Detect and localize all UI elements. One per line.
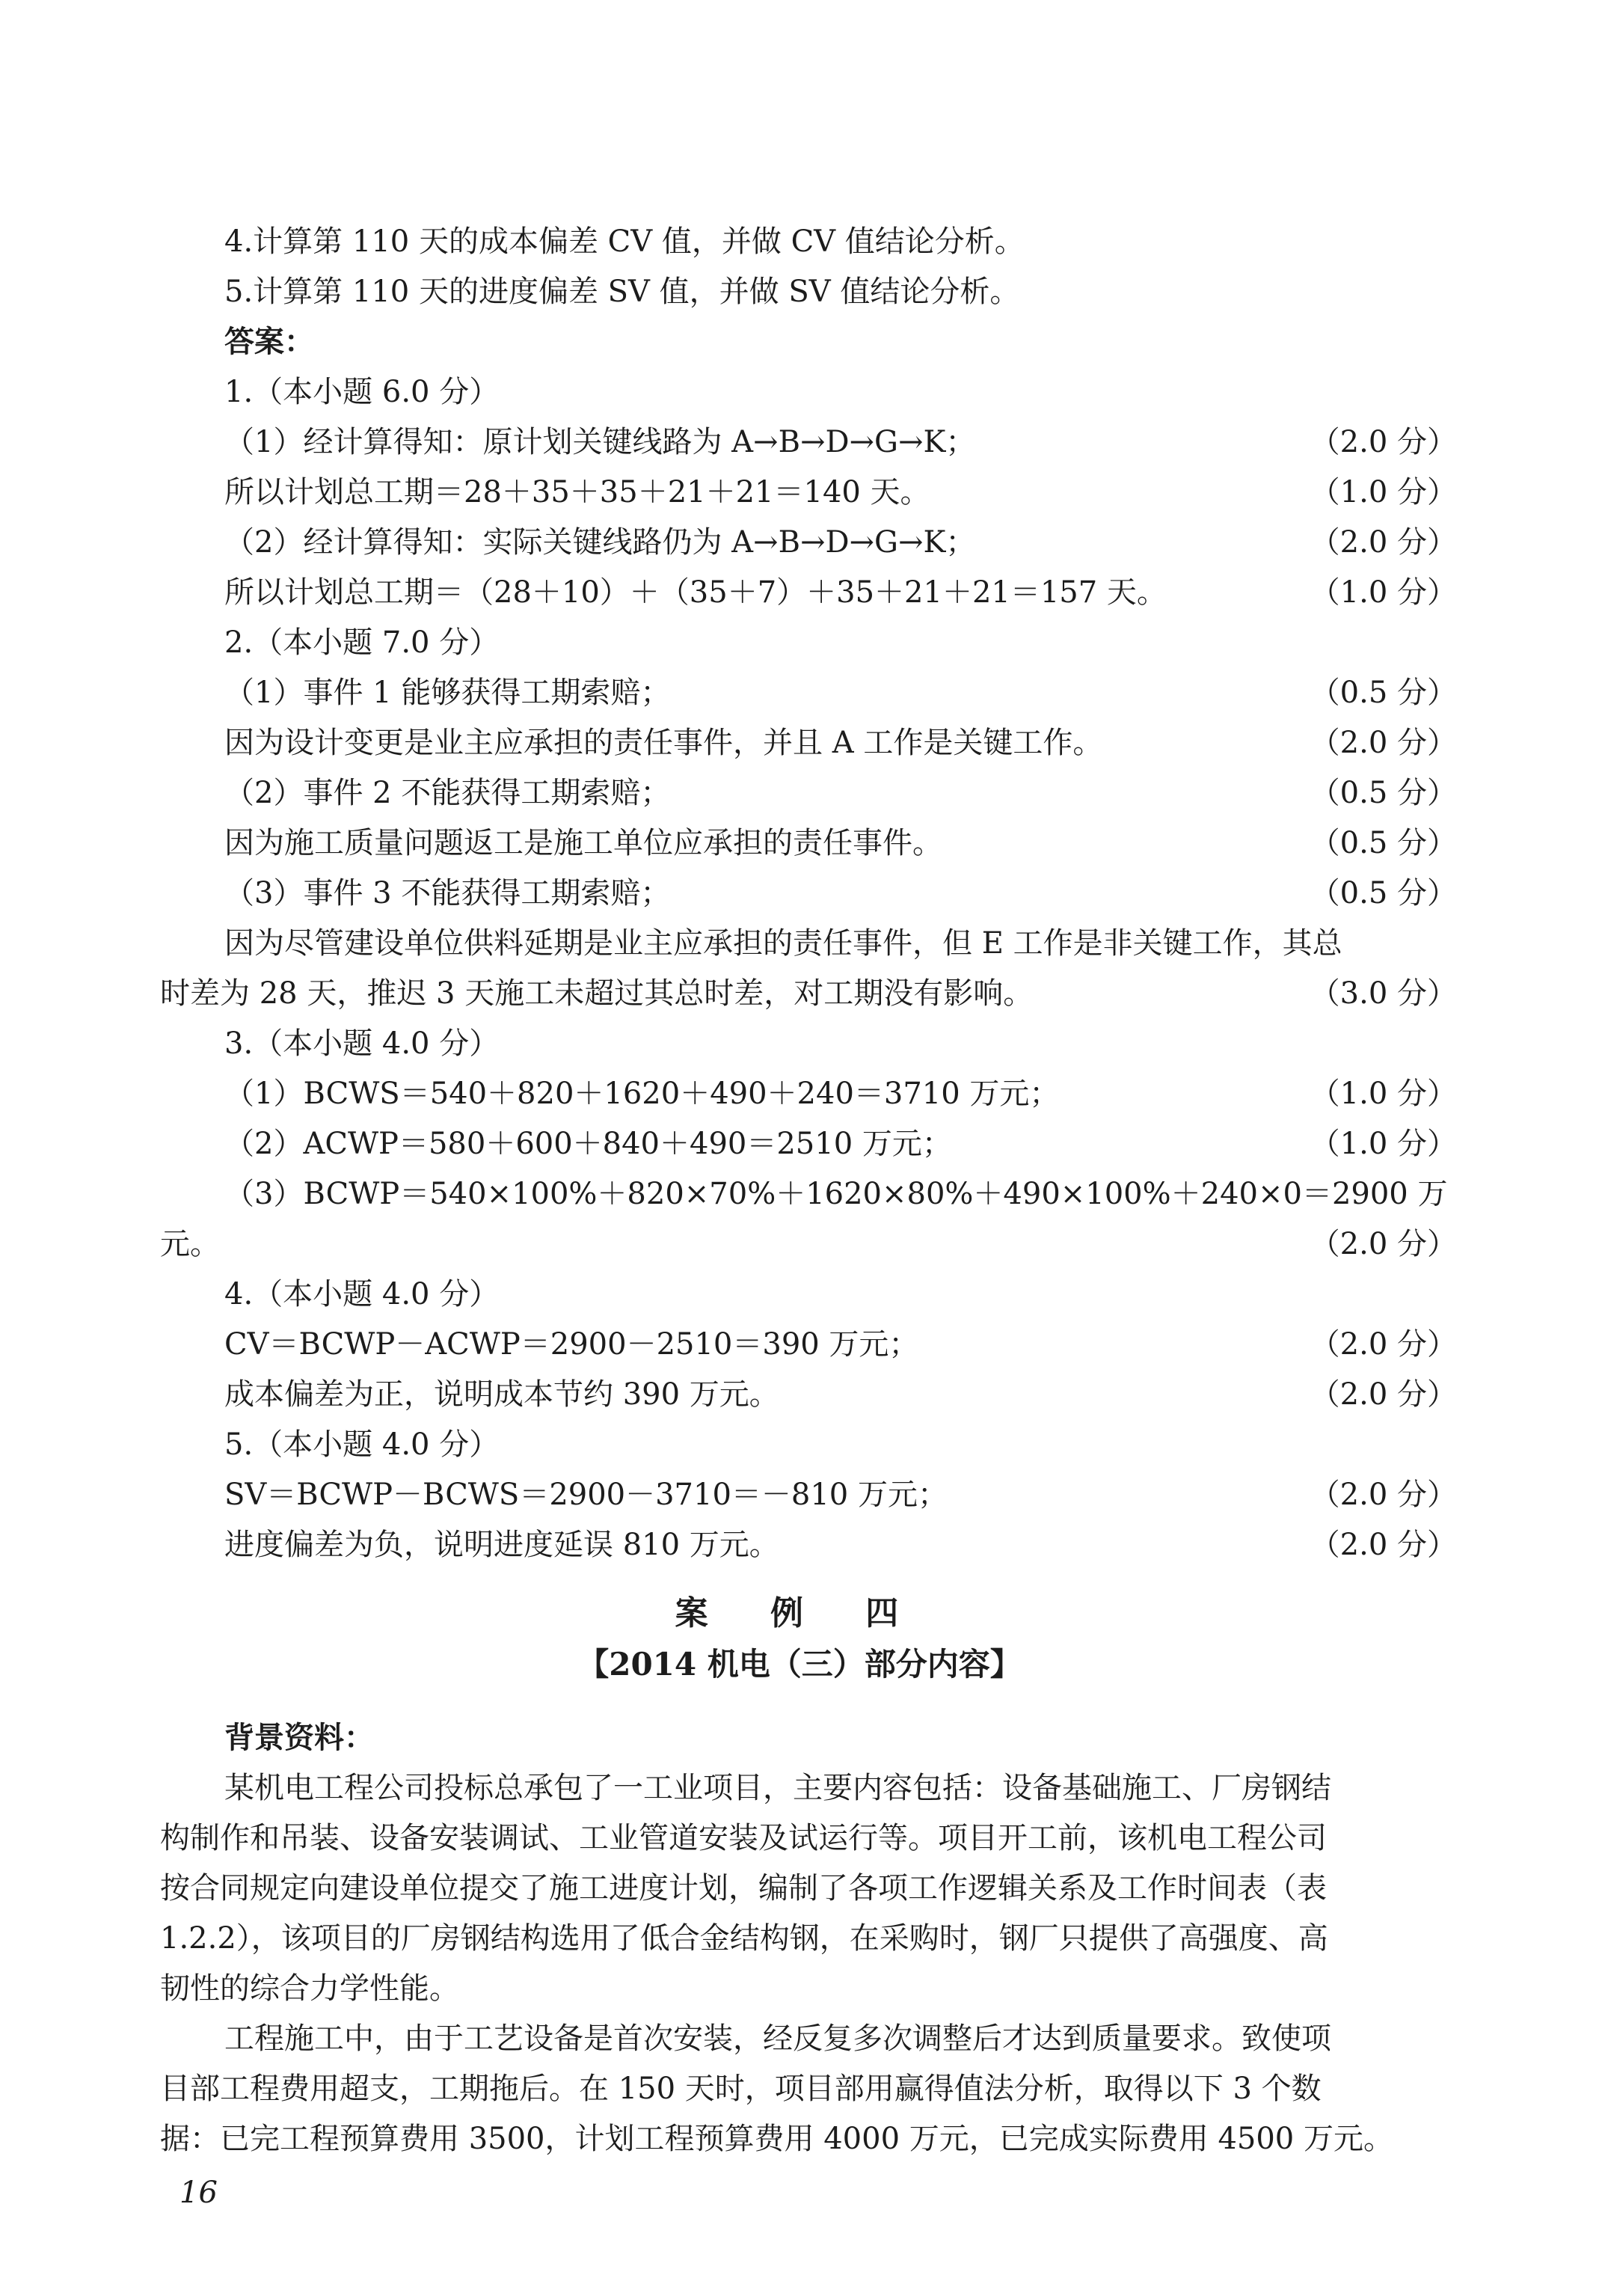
background-paragraph-line: 某机电工程公司投标总承包了一工业项目，主要内容包括：设备基础施工、厂房钢结 — [224, 1771, 1331, 1805]
answer-line: 所以计划总工期＝28＋35＋35＋21＋21＝140 天。 （1.0 分） — [0, 468, 1599, 517]
answer-line: （1）事件 1 能够获得工期索赔； （0.5 分） — [0, 668, 1599, 717]
answer-line: CV＝BCWP－ACWP＝2900－2510＝390 万元； （2.0 分） — [0, 1320, 1599, 1369]
answer-line: （1）BCWS＝540＋820＋1620＋490＋240＝3710 万元； （1.0 分） — [0, 1069, 1599, 1118]
score-label: （2.0 分） — [1310, 1377, 1457, 1412]
answer-line: 因为尽管建设单位供料延期是业主应承担的责任事件，但 E 工作是非关键工作，其总 — [224, 926, 1342, 961]
sub-question-4-heading: 4.（本小题 4.0 分） — [224, 1277, 500, 1311]
answer-line: 成本偏差为正，说明成本节约 390 万元。 （2.0 分） — [0, 1370, 1599, 1419]
answer-line: （2）经计算得知：实际关键线路仍为 A→B→D→G→K； （2.0 分） — [0, 518, 1599, 567]
answer-line: 因为设计变更是业主应承担的责任事件，并且 A 工作是关键工作。 （2.0 分） — [0, 718, 1599, 768]
background-paragraph-line: 韧性的综合力学性能。 — [160, 1971, 459, 2006]
question-4-line: 4.计算第 110 天的成本偏差 CV 值，并做 CV 值结论分析。 — [224, 224, 1025, 259]
score-label: （2.0 分） — [1310, 1528, 1457, 1562]
score-label: （2.0 分） — [1310, 1478, 1457, 1512]
background-heading: 背景资料： — [224, 1720, 374, 1755]
background-paragraph-line: 1.2.2），该项目的厂房钢结构选用了低合金结构钢，在采购时，钢厂只提供了高强度、高 — [160, 1921, 1328, 1956]
background-paragraph-line: 工程施工中，由于工艺设备是首次安装，经反复多次调整后才达到质量要求。致使项 — [224, 2021, 1331, 2056]
case-title: 案 例 四 — [675, 1594, 924, 1632]
answer-line: SV＝BCWP－BCWS＝2900－3710＝－810 万元； （2.0 分） — [0, 1470, 1599, 1519]
score-label: （0.5 分） — [1310, 776, 1457, 810]
answer-line: （1）经计算得知：原计划关键线路为 A→B→D→G→K； （2.0 分） — [0, 417, 1599, 467]
question-5-line: 5.计算第 110 天的进度偏差 SV 值，并做 SV 值结论分析。 — [224, 275, 1020, 309]
score-label: （2.0 分） — [1310, 1227, 1457, 1261]
answer-line: 进度偏差为负，说明进度延误 810 万元。 （2.0 分） — [0, 1520, 1599, 1570]
answer-line-continuation: 时差为 28 天，推迟 3 天施工未超过其总时差，对工期没有影响。 （3.0 分） — [0, 969, 1599, 1018]
background-paragraph-line: 据：已完工程预算费用 3500，计划工程预算费用 4000 万元，已完成实际费用 4500 万元。 — [160, 2122, 1393, 2156]
answer-line: 因为施工质量问题返工是施工单位应承担的责任事件。 （0.5 分） — [0, 818, 1599, 868]
answer-heading: 答案： — [224, 324, 314, 359]
score-label: （2.0 分） — [1310, 425, 1457, 459]
sub-question-5-heading: 5.（本小题 4.0 分） — [224, 1427, 500, 1462]
score-label: （2.0 分） — [1310, 525, 1457, 560]
page-number: 16 — [179, 2176, 218, 2210]
sub-question-2-heading: 2.（本小题 7.0 分） — [224, 625, 500, 660]
sub-question-3-heading: 3.（本小题 4.0 分） — [224, 1026, 500, 1061]
score-label: （0.5 分） — [1310, 876, 1457, 910]
answer-line: （3）事件 3 不能获得工期索赔； （0.5 分） — [0, 869, 1599, 918]
score-label: （2.0 分） — [1310, 1327, 1457, 1362]
score-label: （1.0 分） — [1310, 1077, 1457, 1111]
answer-line: （2）事件 2 不能获得工期索赔； （0.5 分） — [0, 768, 1599, 818]
score-label: （1.0 分） — [1310, 575, 1457, 610]
answer-line: （2）ACWP＝580＋600＋840＋490＝2510 万元； （1.0 分） — [0, 1119, 1599, 1169]
sub-question-1-heading: 1.（本小题 6.0 分） — [224, 375, 500, 409]
score-label: （0.5 分） — [1310, 826, 1457, 860]
background-paragraph-line: 构制作和吊装、设备安装调试、工业管道安装及试运行等。项目开工前，该机电工程公司 — [160, 1821, 1327, 1855]
answer-line-continuation: 元。 （2.0 分） — [0, 1219, 1599, 1269]
answer-line: （3）BCWP＝540×100%＋820×70%＋1620×80%＋490×100%＋240×0＝2900 万 — [224, 1177, 1448, 1211]
score-label: （1.0 分） — [1310, 1127, 1457, 1161]
score-label: （0.5 分） — [1310, 676, 1457, 710]
background-paragraph-line: 目部工程费用超支，工期拖后。在 150 天时，项目部用赢得值法分析，取得以下 3 个数 — [160, 2072, 1322, 2106]
answer-line: 所以计划总工期＝（28＋10）＋（35＋7）＋35＋21＋21＝157 天。 （1.0 分） — [0, 568, 1599, 617]
case-subtitle: 【2014 机电（三）部分内容】 — [577, 1646, 1022, 1683]
score-label: （2.0 分） — [1310, 726, 1457, 760]
score-label: （1.0 分） — [1310, 475, 1457, 509]
score-label: （3.0 分） — [1310, 976, 1457, 1011]
background-paragraph-line: 按合同规定向建设单位提交了施工进度计划，编制了各项工作逻辑关系及工作时间表（表 — [160, 1871, 1327, 1905]
